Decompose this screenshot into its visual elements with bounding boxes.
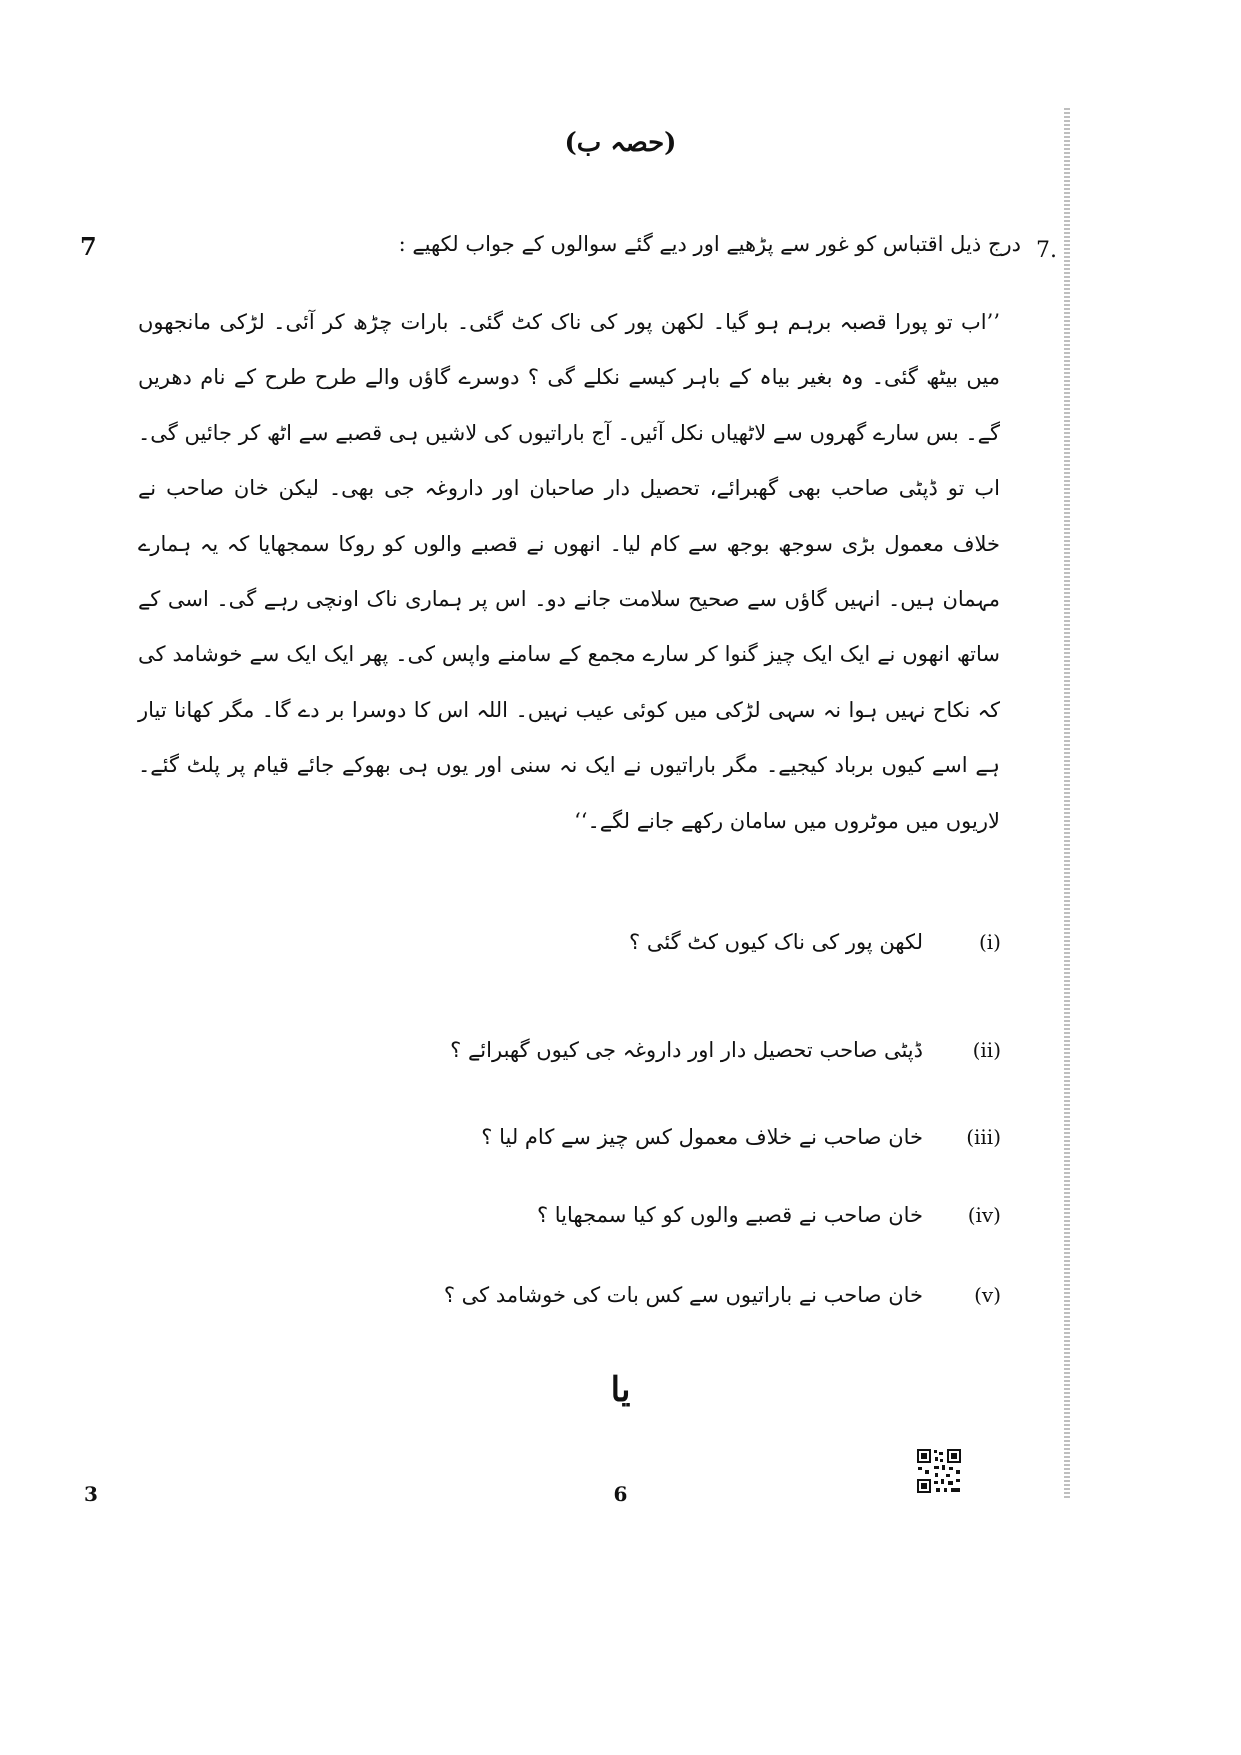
footer-left-number: 3 <box>84 1482 98 1506</box>
sub-question-text: خان صاحب نے باراتیوں سے کس بات کی خوشامد کی ؟ <box>443 1283 923 1307</box>
question-marks: 7 <box>80 232 97 261</box>
question-instruction: درج ذیل اقتباس کو غور سے پڑھیے اور دیے گئے سوالوں کے جواب لکھیے : <box>398 232 1021 256</box>
section-title: (حصہ ب) <box>564 128 677 158</box>
sub-question-1 <box>281 930 1001 970</box>
sub-question-4 <box>281 1203 1001 1243</box>
sub-question-text: خان صاحب نے خلاف معمول کس چیز سے کام لیا ؟ <box>481 1125 923 1149</box>
sub-question-label: (iv) <box>967 1203 1001 1227</box>
sub-question-text: ڈپٹی صاحب تحصیل دار اور داروغہ جی کیوں گھبرائے ؟ <box>450 1038 923 1062</box>
sub-question-label: (iii) <box>966 1125 1001 1149</box>
sub-question-2 <box>281 1038 1001 1078</box>
sub-question-text: لکھن پور کی ناک کیوں کٹ گئی ؟ <box>629 930 923 954</box>
question-number: 7. <box>1036 238 1057 263</box>
sub-question-label: (v) <box>974 1283 1001 1307</box>
sub-question-label: (ii) <box>972 1038 1001 1062</box>
passage-text: ’’اب تو پورا قصبہ برہم ہو گیا۔ لکھن پور کی ناک کٹ گئی۔ بارات چڑھ کر آئی۔ لڑکی مانجھوں میں بیٹھ گئی۔ وہ بغیر بیاہ کے باہر کیسے نکلے گی ؟ دوسرے گاؤں والے طرح طرح کے نام دھریں گے۔ بس سارے گھروں سے لاٹھیاں نکل آئیں۔ آج باراتیوں کی لاشیں ہی قصبے سے اٹھ کر جائیں گی۔ اب تو ڈپٹی صاحب بھی گھبرائے، تحصیل دار صاحبان اور داروغہ جی بھی۔ لیکن خان صاحب نے خلاف معمول بڑی سوجھ بوجھ سے کام لیا۔ انھوں نے قصبے والوں کو روکا سمجھایا کہ یہ ہمارے مہمان ہیں۔ انہیں گاؤں سے صحیح سلامت جانے دو۔ اس پر ہماری ناک اونچی رہے گی۔ اسی کے ساتھ انھوں نے ایک ایک چیز گنوا کر سارے مجمع کے سامنے واپس کی۔ پھر ایک ایک سے خوشامد کی کہ نکاح نہیں ہوا نہ سہی لڑکی میں کوئی عیب نہیں۔ اللہ اس کا دوسرا بر دے گا۔ مگر کھانا تیار ہے اسے کیوں برباد کیجیے۔ مگر باراتیوں نے ایک نہ سنی اور یوں ہی بھوکے جائے قیام پر پلٹ گئے۔ لاریوں میں موٹروں میں سامان رکھے جانے لگے۔‘‘ <box>138 310 1000 833</box>
page-number: 6 <box>613 1482 628 1506</box>
qr-code-icon <box>916 1448 962 1494</box>
sub-question-text: خان صاحب نے قصبے والوں کو کیا سمجھایا ؟ <box>536 1203 923 1227</box>
sub-question-3 <box>281 1125 1001 1165</box>
or-divider-text: یا <box>610 1370 631 1410</box>
side-security-strip <box>1064 108 1070 1498</box>
sub-question-label: (i) <box>978 930 1001 954</box>
sub-question-5 <box>281 1283 1001 1323</box>
